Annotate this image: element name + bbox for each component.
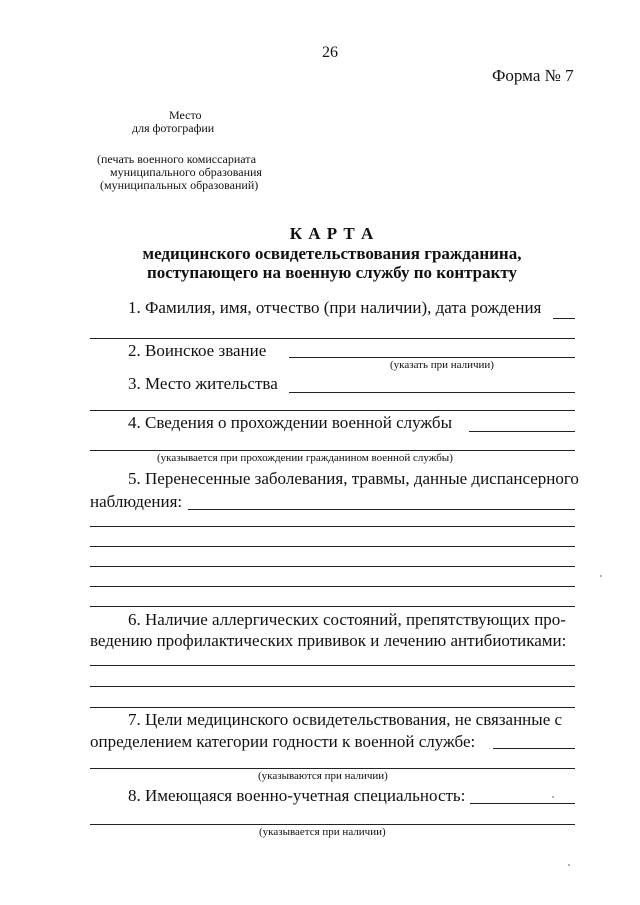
item-2-note: (указать при наличии): [390, 359, 494, 371]
item-8-note: (указывается при наличии): [259, 826, 386, 838]
page-number: 26: [322, 44, 338, 61]
item-5-field-line-3[interactable]: [90, 546, 575, 547]
item-8-field-line-2[interactable]: [90, 824, 575, 825]
scan-speck: [600, 575, 602, 577]
item-5-field[interactable]: [188, 509, 575, 510]
item-7-field[interactable]: [493, 748, 575, 749]
item-1-field-end[interactable]: [553, 318, 575, 319]
item-5-field-line-4[interactable]: [90, 566, 575, 567]
item-2-label: 2. Воинское звание: [128, 341, 267, 360]
item-3-field[interactable]: [289, 392, 575, 393]
photo-place-sublabel: для фотографии: [132, 121, 215, 135]
stamp-note-3: (муниципальных образований): [100, 178, 259, 192]
item-5-field-line-6[interactable]: [90, 606, 575, 607]
item-6-label-line-2: ведению профилактических прививок и лечению антибиотиками:: [90, 631, 567, 650]
form-label: Форма № 7: [492, 66, 574, 85]
item-6-label-line-1: 6. Наличие аллергических состояний, препятствующих про-: [128, 610, 566, 629]
item-6-field[interactable]: [90, 665, 575, 666]
item-7-label-line-1: 7. Цели медицинского освидетельствования, не связанные с: [128, 710, 563, 729]
scan-speck: [568, 864, 570, 866]
item-5-label-line-1: 5. Перенесенные заболевания, травмы, данные диспансерного: [128, 469, 579, 488]
stamp-note-2: муниципального образования: [110, 165, 262, 179]
photo-place-label: Место: [169, 108, 202, 122]
item-5-label-line-2: наблюдения:: [90, 492, 183, 511]
item-6-field-line-2[interactable]: [90, 686, 575, 687]
stamp-note-1: (печать военного комиссариата: [97, 152, 257, 166]
item-7-label-line-2: определением категории годности к военной службе:: [90, 732, 476, 751]
scan-speck: [552, 796, 554, 798]
item-3-field-line-2[interactable]: [90, 410, 575, 411]
item-5-field-line-5[interactable]: [90, 586, 575, 587]
item-1-label: 1. Фамилия, имя, отчество (при наличии), дата рождения: [128, 298, 542, 317]
item-8-label: 8. Имеющаяся военно-учетная специальность:: [128, 786, 466, 805]
item-3-label: 3. Место жительства: [128, 374, 278, 393]
item-7-field-line-2[interactable]: [90, 768, 575, 769]
document-title: К А Р Т А: [289, 224, 375, 243]
item-4-label: 4. Сведения о прохождении военной службы: [128, 413, 452, 432]
document-subtitle-2: поступающего на военную службу по контракту: [146, 263, 518, 282]
item-8-field[interactable]: [470, 803, 575, 804]
item-4-field[interactable]: [469, 431, 575, 432]
item-2-field[interactable]: [289, 357, 575, 358]
document-subtitle-1: медицинского освидетельствования гражданина,: [142, 244, 522, 263]
item-5-field-line-2[interactable]: [90, 526, 575, 527]
item-1-field[interactable]: [90, 338, 575, 339]
item-4-note: (указывается при прохождении гражданином военной службы): [157, 452, 453, 464]
item-7-note: (указываются при наличии): [258, 770, 388, 782]
item-4-field-line-2[interactable]: [90, 450, 575, 451]
item-6-field-line-3[interactable]: [90, 707, 575, 708]
